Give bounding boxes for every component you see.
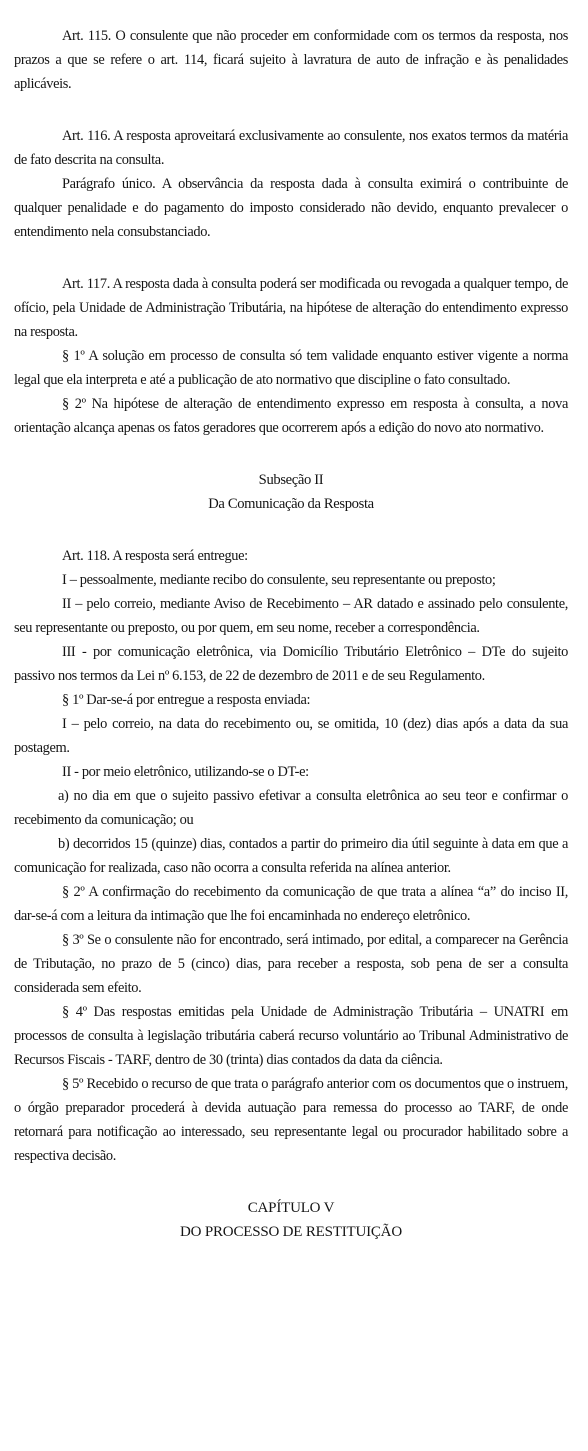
art-118-paragrafo-5: § 5º Recebido o recurso de que trata o parágrafo anterior com os documentos que o instruem, o órgão preparador procederá à devida autuação para remessa do processo ao TARF, de onde retornará para notificação ao interessado, seu representante legal ou procurador habilitado sobre a respectiva decisão. — [14, 1076, 568, 1164]
art-117-paragrafo-2: § 2º Na hipótese de alteração de entendimento expresso em resposta à consulta, a nova orientação alcança apenas os fatos geradores que ocorrerem após a edição do novo ato normativo. — [14, 396, 568, 436]
art-118-paragrafo-3: § 3º Se o consulente não for encontrado, será intimado, por edital, a comparecer na Gerência de Tributação, no prazo de 5 (cinco) dias, para receber a resposta, sob pena de ser a consulta considerada sem efeito. — [14, 932, 568, 996]
art-118-alinea-b: b) decorridos 15 (quinze) dias, contados a partir do primeiro dia útil seguinte à data em que a comunicação for realizada, caso não ocorra a consulta referida na alínea anterior. — [14, 836, 568, 876]
art-116-paragrafo-unico: Parágrafo único. A observância da resposta dada à consulta eximirá o contribuinte de qualquer penalidade e do pagamento do imposto considerado não devido, enquanto prevalecer o entendimento nela consubstanciado. — [14, 176, 568, 240]
art-118-paragrafo-1: § 1º Dar-se-á por entregue a resposta enviada: — [62, 692, 311, 708]
art-118-paragrafo-1-inciso-ii: II - por meio eletrônico, utilizando-se o DT-e: — [62, 764, 309, 780]
art-118-inciso-iii: III - por comunicação eletrônica, via Domicílio Tributário Eletrônico – DTe do sujeito passivo nos termos da Lei nº 6.153, de 22 de dezembro de 2011 e de seu Regulamento. — [14, 644, 568, 684]
art-115-caput: Art. 115. O consulente que não proceder em conformidade com os termos da resposta, nos prazos a que se refere o art. 114, ficará sujeito à lavratura de auto de infração e às penalidades aplicáveis. — [14, 28, 568, 92]
art-117-paragrafo-1: § 1º A solução em processo de consulta só tem validade enquanto estiver vigente a norma legal que ela interpreta e até a publicação de ato normativo que discipline o fato consultado. — [14, 348, 568, 388]
art-117-caput: Art. 117. A resposta dada à consulta poderá ser modificada ou revogada a qualquer tempo, de ofício, pela Unidade de Administração Tributária, na hipótese de alteração do entendimento expresso na resposta. — [14, 276, 568, 340]
art-118-paragrafo-1-inciso-i: I – pelo correio, na data do recebimento ou, se omitida, 10 (dez) dias após a data da sua postagem. — [14, 716, 568, 756]
art-118-paragrafo-2: § 2º A confirmação do recebimento da comunicação de que trata a alínea “a” do inciso II, dar-se-á com a leitura da intimação que lhe foi encaminhada no endereço eletrônico. — [14, 884, 568, 924]
art-118-inciso-i: I – pessoalmente, mediante recibo do consulente, seu representante ou preposto; — [62, 572, 496, 588]
subsection-title: Da Comunicação da Resposta — [208, 496, 374, 512]
subsection-label: Subseção II — [258, 472, 324, 488]
art-118-inciso-ii: II – pelo correio, mediante Aviso de Recebimento – AR datado e assinado pelo consulente, seu representante ou preposto, ou por quem, em seu nome, receber a correspondência. — [14, 596, 568, 636]
art-118-caput: Art. 118. A resposta será entregue: — [62, 548, 248, 564]
chapter-title: DO PROCESSO DE RESTITUIÇÃO — [180, 1224, 402, 1240]
art-118-alinea-a: a) no dia em que o sujeito passivo efetivar a consulta eletrônica ao seu teor e confirmar o recebimento da comunicação; ou — [14, 788, 568, 828]
chapter-label: CAPÍTULO V — [247, 1200, 335, 1216]
art-116-caput: Art. 116. A resposta aproveitará exclusivamente ao consulente, nos exatos termos da matéria de fato descrita na consulta. — [14, 128, 568, 168]
art-118-paragrafo-4: § 4º Das respostas emitidas pela Unidade de Administração Tributária – UNATRI em processos de consulta à legislação tributária caberá recurso voluntário ao Tribunal Administrativo de Recursos Fiscais - TARF, dentro de 30 (trinta) dias contados da data da ciência. — [14, 1004, 568, 1068]
